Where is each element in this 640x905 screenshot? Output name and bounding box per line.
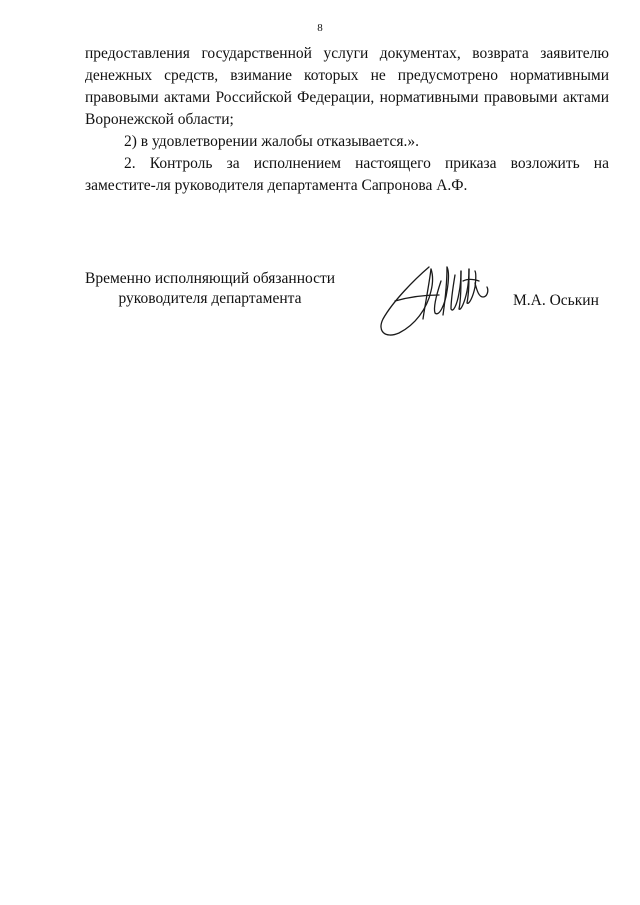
page-number: 8	[317, 22, 323, 34]
handwritten-signature	[375, 261, 500, 339]
signer-position-line-2: руководителя департамента	[118, 290, 302, 307]
signer-position	[85, 269, 335, 309]
document-body	[85, 43, 609, 197]
signer-name: М.А. Оськин	[513, 292, 599, 309]
signer-position-line-1: Временно исполняющий обязанности	[85, 270, 336, 287]
signature-block	[85, 269, 609, 349]
paragraph-control-clause: 2. Контроль за исполнением настоящего приказа возложить на заместите-ля руководителя департамента Сапронова А.Ф.	[85, 155, 609, 194]
paragraph-item-2: 2) в удовлетворении жалобы отказывается.».	[124, 133, 420, 150]
paragraph-continuation: предоставления государственной услуги документах, возврата заявителю денежных средств, взимание которых не предусмотрено нормативными правовыми актами Российской Федерации, нормативными правовыми актами Воронежской области;	[85, 45, 609, 128]
